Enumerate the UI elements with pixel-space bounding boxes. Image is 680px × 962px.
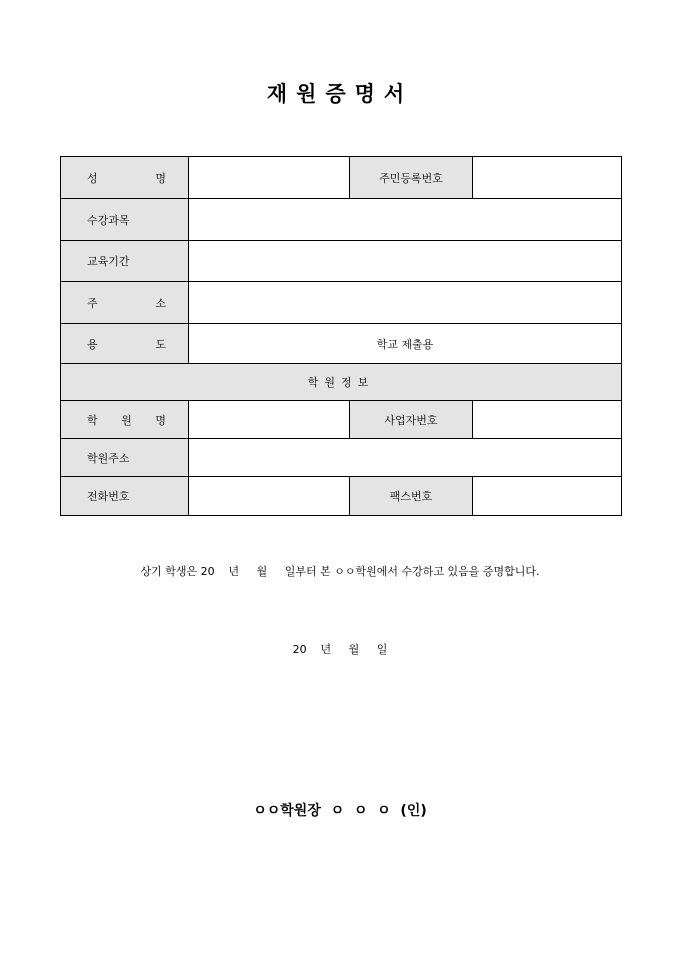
certification-statement: 상기 학생은 20 년 월 일부터 본 ㅇㅇ학원에서 수강하고 있음을 증명합니다.	[140, 565, 540, 578]
course-field[interactable]	[189, 199, 622, 241]
purpose-value: 학교 제출용	[189, 324, 622, 364]
row-academy-address	[61, 439, 622, 477]
period-field[interactable]	[189, 241, 622, 282]
purpose-label: 용 도	[61, 324, 189, 364]
row-academy-section	[61, 364, 622, 401]
academy-name-label: 학 원 명	[61, 401, 189, 439]
row-academy-name	[61, 401, 622, 439]
row-purpose	[61, 324, 622, 364]
academy-name-field[interactable]	[189, 401, 350, 439]
academy-address-field[interactable]	[189, 439, 622, 477]
address-field[interactable]	[189, 282, 622, 324]
certificate-form-table	[60, 156, 622, 516]
phone-label: 전화번호	[61, 477, 189, 516]
academy-address-label: 학원주소	[61, 439, 189, 477]
row-name	[61, 157, 622, 199]
row-address	[61, 282, 622, 324]
academy-section-header: 학원정보	[61, 364, 622, 401]
resident-no-label: 주민등록번호	[350, 157, 473, 199]
address-label: 주 소	[61, 282, 189, 324]
period-label: 교육기간	[61, 241, 189, 282]
issue-date-line: 20 년 월 일	[292, 643, 388, 656]
course-label: 수강과목	[61, 199, 189, 241]
fax-field[interactable]	[473, 477, 622, 516]
name-field[interactable]	[189, 157, 350, 199]
row-phone	[61, 477, 622, 516]
resident-no-field[interactable]	[473, 157, 622, 199]
row-course	[61, 199, 622, 241]
fax-label: 팩스번호	[350, 477, 473, 516]
business-no-field[interactable]	[473, 401, 622, 439]
signer-line: ㅇㅇ학원장 ㅇ ㅇ ㅇ (인)	[253, 803, 427, 819]
business-no-label: 사업자번호	[350, 401, 473, 439]
phone-field[interactable]	[189, 477, 350, 516]
document-title: 재원증명서	[266, 81, 414, 106]
row-period	[61, 241, 622, 282]
name-label: 성 명	[61, 157, 189, 199]
